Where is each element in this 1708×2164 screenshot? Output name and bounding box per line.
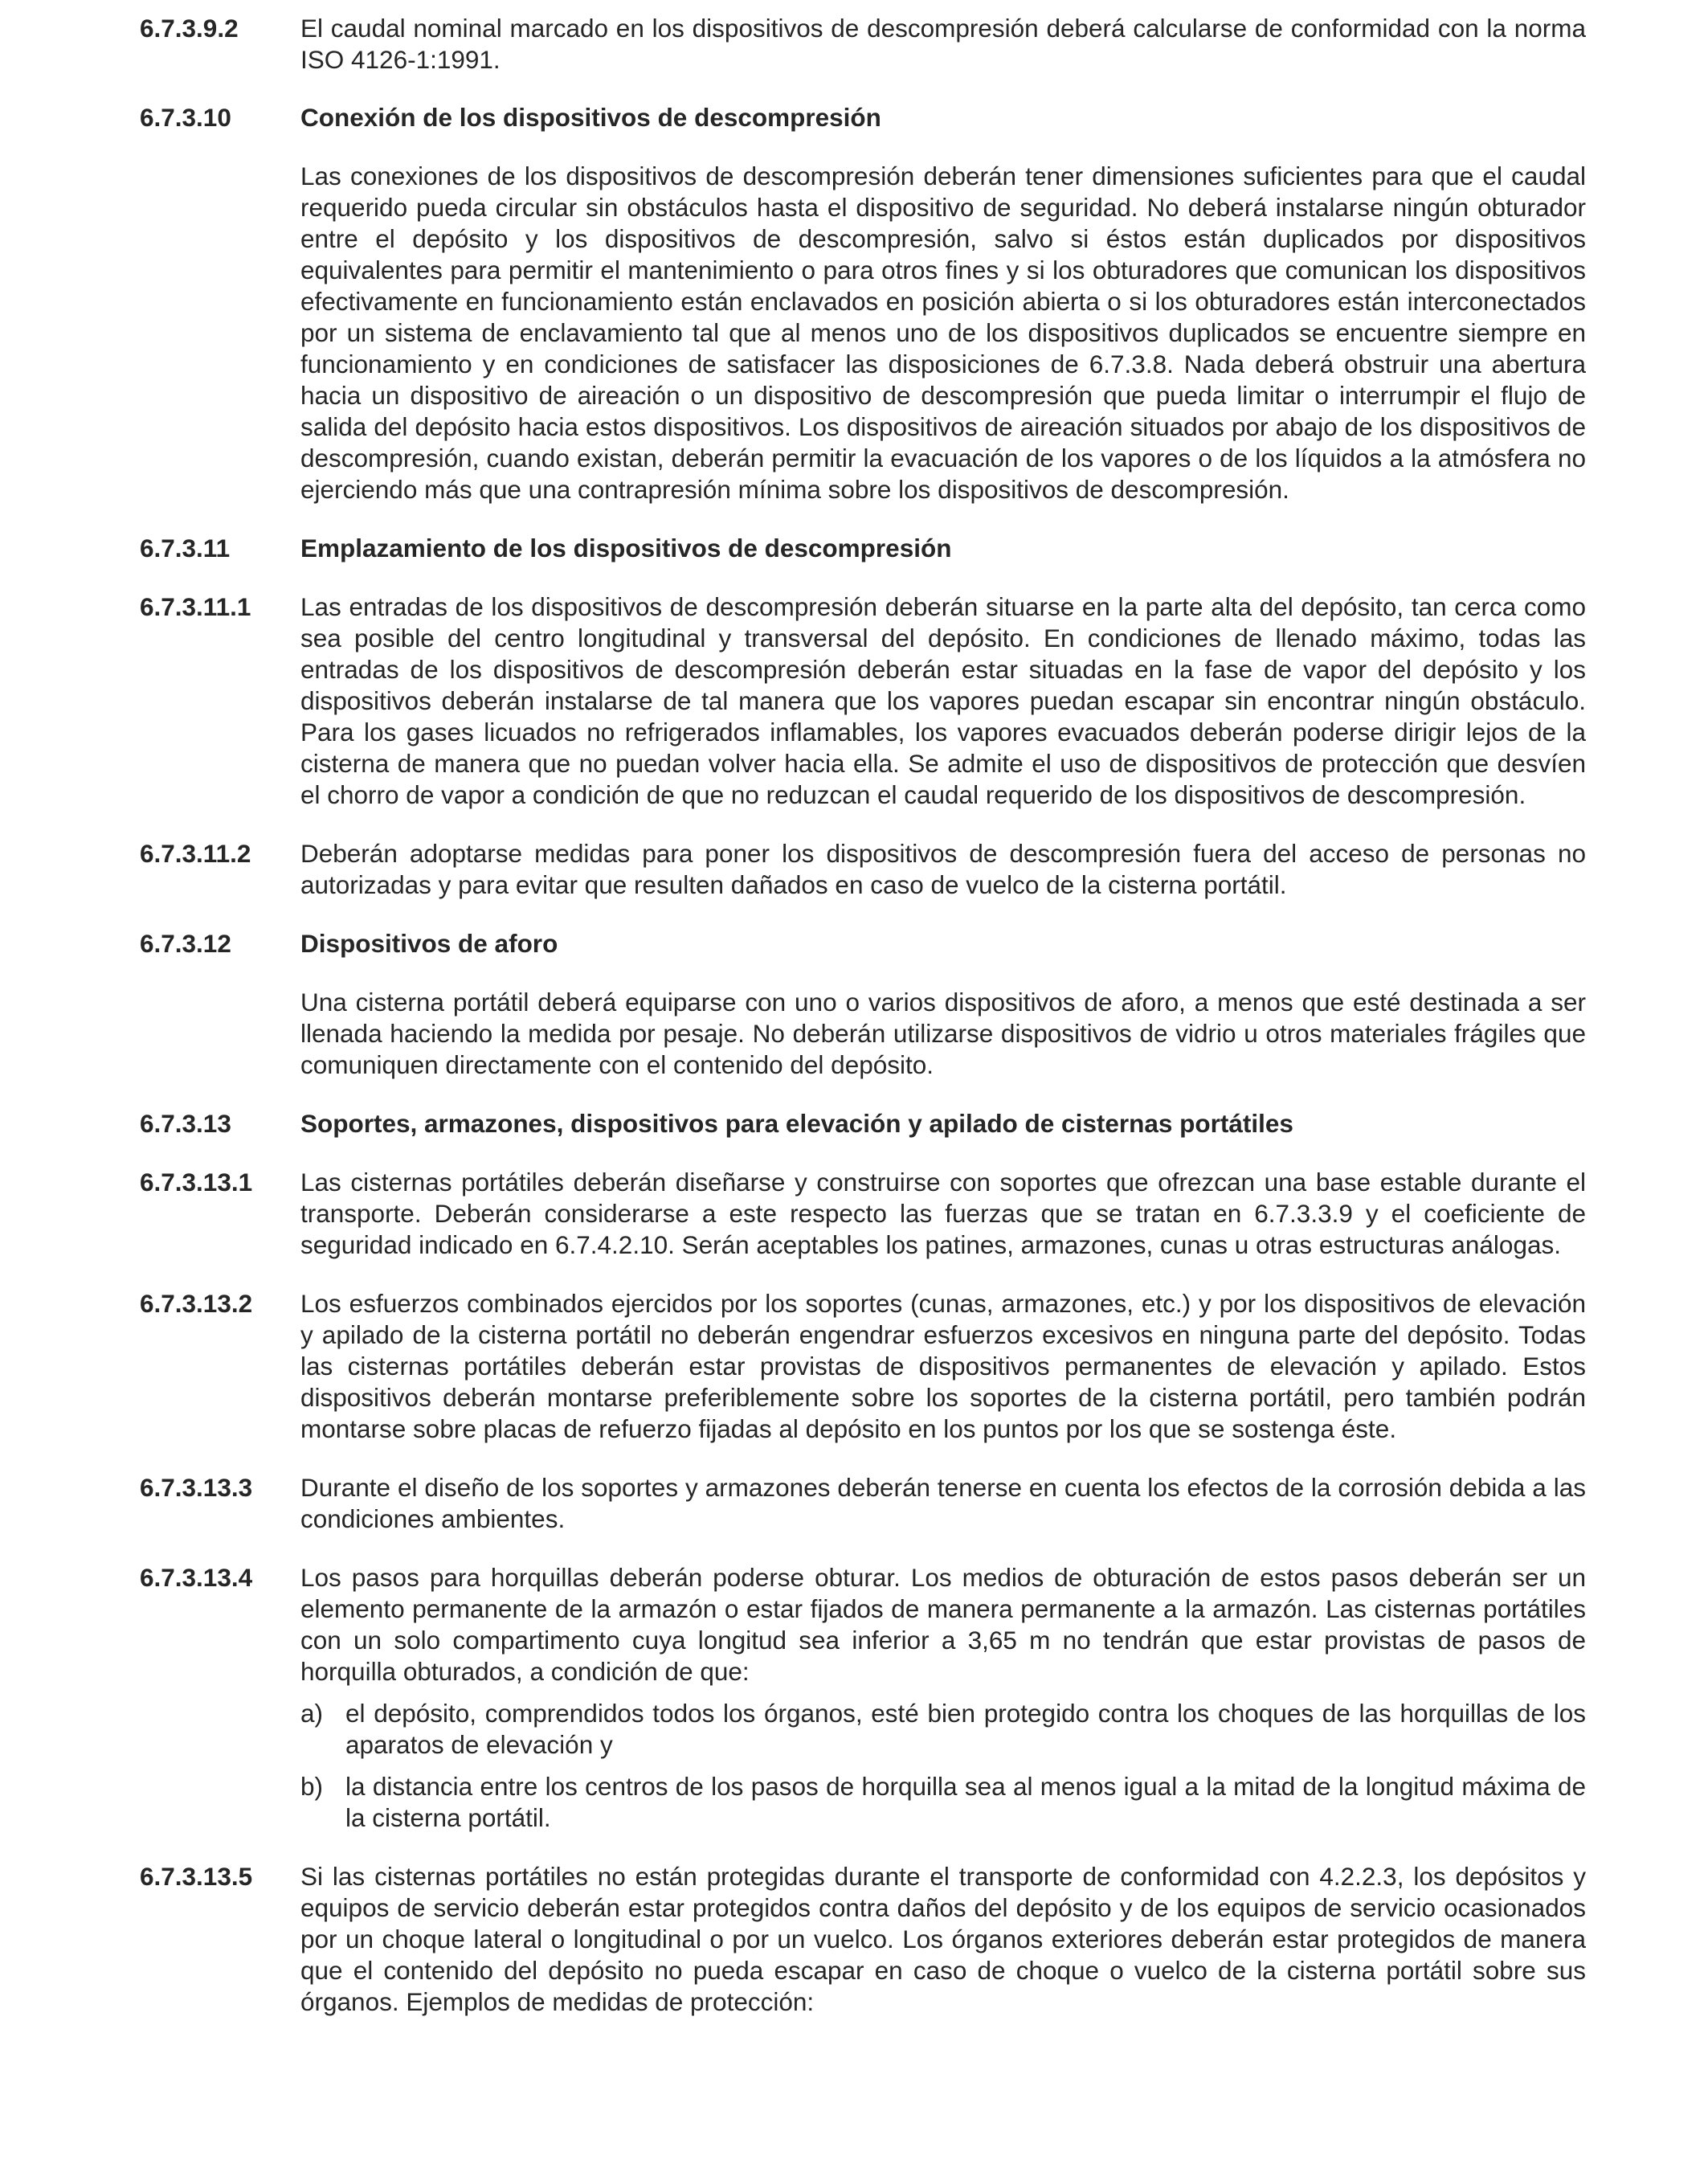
section-number: 6.7.3.13 — [140, 1109, 231, 1138]
section-6-7-3-10 — [140, 102, 1586, 133]
section-text: Las entradas de los dispositivos de descompresión deberán situarse en la parte alta del depósito, tan cerca como sea posible del centro longitudinal y transversal del depósito. En condiciones de llenado máximo, todas las entradas de los dispositivos de descompresión deberán estar situadas en la fase de vapor del depósito y los dispositivos deberán instalarse de tal manera que los vapores puedan escapar sin encontrar ningún obstáculo. Para los gases licuados no refrigerados inflamables, los vapores evacuados deberán poderse dirigir lejos de la cisterna de manera que no puedan volver hacia ella. Se admite el uso de dispositivos de protección que desvíen el chorro de vapor a condición de que no reduzcan el caudal requerido de los dispositivos de descompresión. — [300, 592, 1586, 809]
list-item-text: el depósito, comprendidos todos los órganos, esté bien protegido contra los choques de las horquillas de los aparatos de elevación y — [345, 1699, 1586, 1759]
section-6-7-3-10-body — [140, 161, 1586, 505]
section-6-7-3-13-2 — [140, 1288, 1586, 1445]
section-number: 6.7.3.11.2 — [140, 839, 251, 868]
section-6-7-3-12 — [140, 928, 1586, 959]
section-text: El caudal nominal marcado en los dispositivos de descompresión deberá calcularse de conformidad con la norma ISO 4126-1:1991. — [300, 14, 1586, 74]
list-item — [300, 1698, 1586, 1761]
document-page — [140, 13, 1586, 2018]
section-heading: Soportes, armazones, dispositivos para elevación y apilado de cisternas portátiles — [300, 1109, 1293, 1138]
section-number: 6.7.3.9.2 — [140, 14, 239, 43]
section-text: Si las cisternas portátiles no están protegidas durante el transporte de conformidad con 4.2.2.3, los depósitos y equipos de servicio deberán estar protegidos contra daños del depósito y de los equipos de servicio ocasionados por un choque lateral o longitudinal o por un vuelco. Los órganos exteriores deberán estar protegidos de manera que el contenido del depósito no pueda escapar en caso de choque o vuelco de la cisterna portátil sobre sus órganos. Ejemplos de medidas de protección: — [300, 1862, 1586, 2016]
section-number: 6.7.3.13.1 — [140, 1168, 253, 1197]
section-text: Deberán adoptarse medidas para poner los dispositivos de descompresión fuera del acceso de personas no autorizadas y para evitar que resulten dañados en caso de vuelco de la cisterna portátil. — [300, 839, 1586, 899]
section-6-7-3-12-body — [140, 987, 1586, 1081]
section-text: Una cisterna portátil deberá equiparse con uno o varios dispositivos de aforo, a menos que esté destinada a ser llenada haciendo la medida por pesaje. No deberán utilizarse dispositivos de vidrio u otros materiales frágiles que comuniquen directamente con el contenido del depósito. — [300, 988, 1586, 1079]
section-6-7-3-9-2 — [140, 13, 1586, 76]
section-number: 6.7.3.12 — [140, 929, 231, 958]
section-heading: Emplazamiento de los dispositivos de descompresión — [300, 534, 952, 562]
section-6-7-3-13 — [140, 1108, 1586, 1139]
list-item — [300, 1771, 1586, 1834]
section-number: 6.7.3.11 — [140, 534, 231, 562]
section-number: 6.7.3.13.2 — [140, 1289, 253, 1318]
section-text: Los pasos para horquillas deberán poderse obturar. Los medios de obturación de estos pasos deberán ser un elemento permanente de la armazón o estar fijados de manera permanente a la armazón. Las cisternas portátiles con un solo compartimento cuya longitud sea inferior a 3,65 m no tendrán que estar provistas de pasos de horquilla obturados, a condición de que: — [300, 1563, 1586, 1686]
section-number: 6.7.3.11.1 — [140, 592, 251, 621]
list-item-label: b) — [300, 1772, 324, 1801]
section-heading: Conexión de los dispositivos de descompresión — [300, 103, 881, 132]
section-number: 6.7.3.13.5 — [140, 1862, 253, 1891]
section-number: 6.7.3.10 — [140, 103, 231, 132]
section-6-7-3-13-1 — [140, 1167, 1586, 1261]
section-text: Las conexiones de los dispositivos de descompresión deberán tener dimensiones suficientes para que el caudal requerido pueda circular sin obstáculos hasta el dispositivo de seguridad. No deberá instalarse ningún obturador entre el depósito y los dispositivos de descompresión, salvo si éstos están duplicados por dispositivos equivalentes para permitir el mantenimiento o para otros fines y si los obturadores que comunican los dispositivos efectivamente en funcionamiento están enclavados en posición abierta o si los obturadores están interconectados por un sistema de enclavamiento tal que al menos uno de los dispositivos duplicados se encuentre siempre en funcionamiento y en condiciones de satisfacer las disposiciones de 6.7.3.8. Nada deberá obstruir una abertura hacia un dispositivo de aireación o un dispositivo de descompresión que pueda limitar o interrumpir el flujo de salida del depósito hacia estos dispositivos. Los dispositivos de aireación situados por abajo de los dispositivos de descompresión, cuando existan, deberán permitir la evacuación de los vapores o de los líquidos a la atmósfera no ejerciendo más que una contrapresión mínima sobre los dispositivos de descompresión. — [300, 162, 1586, 504]
section-6-7-3-11 — [140, 533, 1586, 564]
section-number: 6.7.3.13.4 — [140, 1563, 253, 1592]
section-text: Los esfuerzos combinados ejercidos por los soportes (cunas, armazones, etc.) y por los dispositivos de elevación y apilado de la cisterna portátil no deberán engendrar esfuerzos excesivos en ninguna parte del depósito. Todas las cisternas portátiles deberán estar provistas de dispositivos permanentes de elevación y apilado. Estos dispositivos deberán montarse preferiblemente sobre los soportes de la cisterna portátil, pero también podrán montarse sobre placas de refuerzo fijadas al depósito en los puntos por los que se sostenga éste. — [300, 1289, 1586, 1443]
section-text: Durante el diseño de los soportes y armazones deberán tenerse en cuenta los efectos de la corrosión debida a las condiciones ambientes. — [300, 1473, 1586, 1533]
list-item-text: la distancia entre los centros de los pasos de horquilla sea al menos igual a la mitad de la longitud máxima de la cisterna portátil. — [345, 1772, 1586, 1832]
section-6-7-3-13-3 — [140, 1472, 1586, 1535]
section-6-7-3-13-4 — [140, 1562, 1586, 1834]
section-text: Las cisternas portátiles deberán diseñarse y construirse con soportes que ofrezcan una base estable durante el transporte. Deberán considerarse a este respecto las fuerzas que se tratan en 6.7.3.3.9 y el coeficiente de seguridad indicado en 6.7.4.2.10. Serán aceptables los patines, armazones, cunas u otras estructuras análogas. — [300, 1168, 1586, 1259]
section-6-7-3-11-1 — [140, 591, 1586, 811]
section-number: 6.7.3.13.3 — [140, 1473, 253, 1502]
section-6-7-3-13-5 — [140, 1861, 1586, 2018]
list-item-label: a) — [300, 1699, 324, 1728]
section-heading: Dispositivos de aforo — [300, 929, 558, 958]
section-6-7-3-11-2 — [140, 838, 1586, 901]
